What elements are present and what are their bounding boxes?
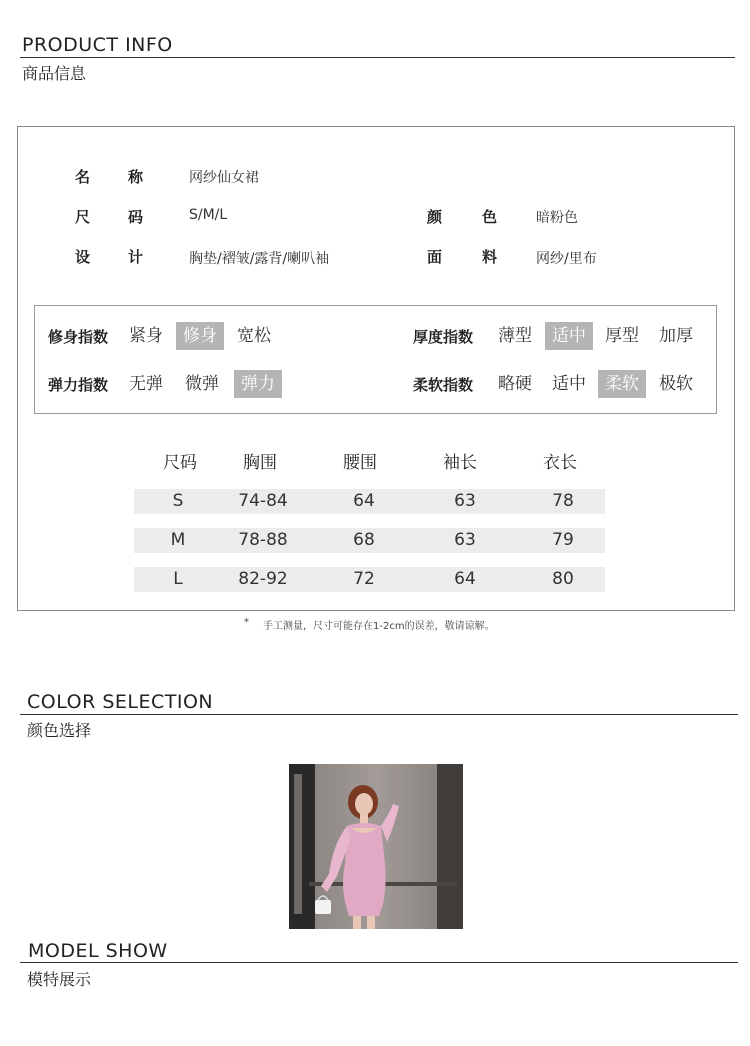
table-cell: S [172, 491, 184, 511]
table-cell: 64 [353, 491, 375, 511]
fit-index-title: 修身指数 [48, 328, 109, 346]
spec-name-value: 网纱仙女裙 [189, 170, 259, 186]
dress-photo-image [289, 764, 463, 929]
spec-size-value: S/M/L [189, 207, 228, 223]
table-cell: 78 [552, 491, 574, 511]
section-divider [20, 962, 738, 963]
product-info-title-en: PRODUCT INFO [22, 34, 173, 56]
spec-design-value: 胸垫/褶皱/露背/喇叭袖 [189, 251, 330, 267]
spec-name-label-1: 名 [75, 168, 91, 186]
thickness-option-medium-selected: 适中 [545, 322, 593, 350]
softness-option-soft-selected: 柔软 [598, 370, 646, 398]
table-cell: 72 [353, 569, 375, 589]
softness-option-hard: 略硬 [498, 374, 532, 394]
thickness-option-extra-thick: 加厚 [659, 326, 693, 346]
elasticity-option-elastic-selected: 弹力 [234, 370, 282, 398]
softness-index-title: 柔软指数 [413, 376, 474, 394]
spec-name-label-2: 称 [128, 168, 144, 186]
spec-design-label-2: 计 [128, 248, 144, 266]
table-cell: 63 [454, 491, 476, 511]
fit-option-tight: 紧身 [129, 326, 163, 346]
elasticity-option-none: 无弹 [129, 374, 163, 394]
table-cell: 82-92 [238, 569, 288, 589]
table-cell: L [173, 569, 183, 589]
size-table-header-bust: 胸围 [243, 453, 277, 473]
color-selection-title-cn: 颜色选择 [27, 721, 92, 740]
table-cell: 78-88 [238, 530, 288, 550]
model-show-title-en: MODEL SHOW [28, 940, 168, 962]
section-divider [20, 57, 735, 58]
thickness-index-title: 厚度指数 [413, 328, 474, 346]
table-cell: 68 [353, 530, 375, 550]
spec-size-label-2: 码 [128, 208, 144, 226]
spec-fabric-value: 网纱/里布 [536, 251, 597, 267]
spec-design-label-1: 设 [75, 248, 91, 266]
spec-fabric-label-1: 面 [427, 248, 443, 266]
fit-option-slim-selected: 修身 [176, 322, 224, 350]
product-info-title-cn: 商品信息 [22, 64, 87, 83]
elasticity-option-slight: 微弹 [185, 374, 219, 394]
fit-option-loose: 宽松 [237, 326, 271, 346]
measurement-note: 手工测量，尺寸可能存在1-2cm的误差，敬请谅解。 [263, 621, 495, 632]
table-cell: 63 [454, 530, 476, 550]
softness-option-medium: 适中 [552, 374, 586, 394]
size-table-header-waist: 腰围 [343, 453, 377, 473]
section-divider [20, 714, 738, 715]
table-cell: 80 [552, 569, 574, 589]
table-cell: 64 [454, 569, 476, 589]
table-cell: M [170, 530, 186, 550]
thickness-option-thick: 厚型 [605, 326, 639, 346]
spec-fabric-label-2: 料 [482, 248, 498, 266]
color-selection-title-en: COLOR SELECTION [27, 691, 214, 713]
spec-color-label-2: 色 [482, 208, 498, 226]
note-star: * [244, 617, 249, 628]
spec-color-label-1: 颜 [427, 208, 443, 226]
spec-color-value: 暗粉色 [536, 210, 578, 226]
size-table-header-sleeve: 袖长 [443, 453, 477, 473]
thickness-option-thin: 薄型 [498, 326, 532, 346]
table-cell: 74-84 [238, 491, 288, 511]
elasticity-index-title: 弹力指数 [48, 376, 109, 394]
table-cell: 79 [552, 530, 574, 550]
color-swatch-photo[interactable] [289, 764, 463, 929]
size-table-header-size: 尺码 [163, 453, 197, 473]
model-show-title-cn: 模特展示 [27, 970, 92, 989]
softness-option-very-soft: 极软 [659, 374, 693, 394]
spec-size-label-1: 尺 [75, 208, 91, 226]
size-table-header-length: 衣长 [543, 453, 577, 473]
